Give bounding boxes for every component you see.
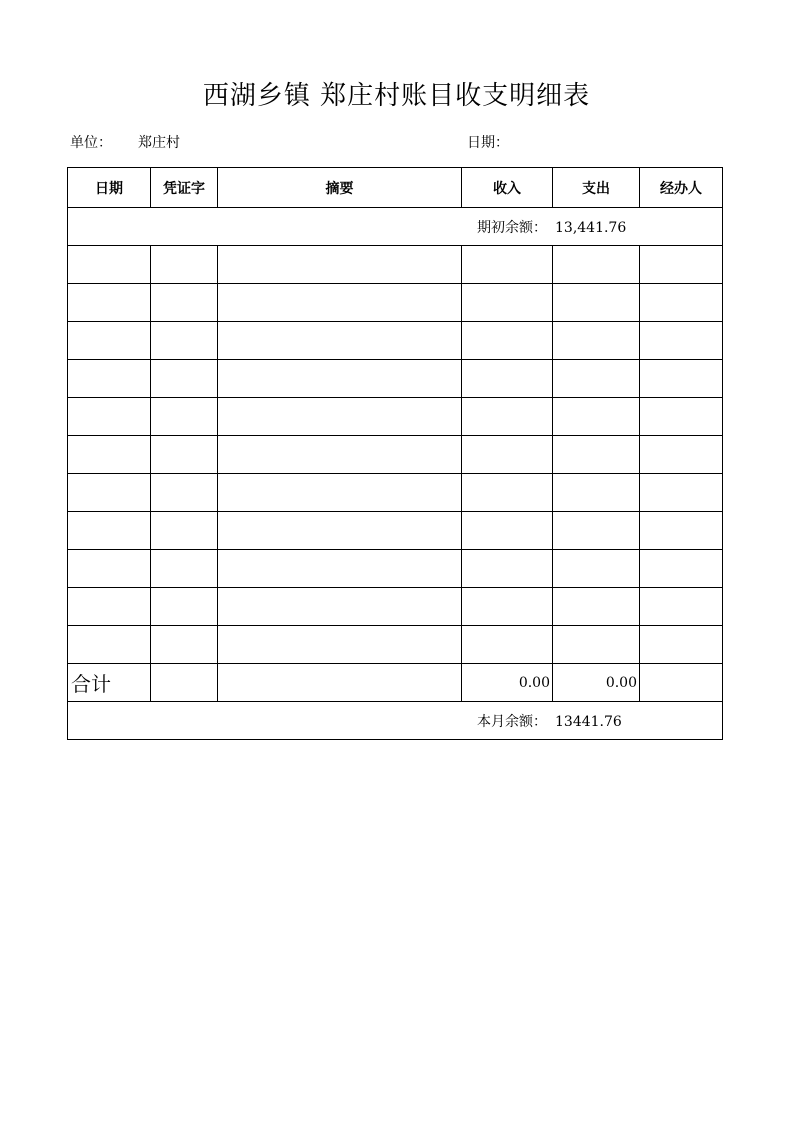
entry-handler-cell[interactable] [640,474,723,512]
entry-voucher-cell[interactable] [151,588,218,626]
entry-voucher-cell[interactable] [151,550,218,588]
unit-value: 郑庄村 [138,135,180,151]
entry-handler-cell[interactable] [640,512,723,550]
entry-summary-cell[interactable] [218,588,462,626]
entry-income-cell[interactable] [462,284,553,322]
entry-summary-cell[interactable] [218,512,462,550]
entry-date-cell[interactable] [68,436,151,474]
entry-expense-cell[interactable] [553,360,640,398]
entry-income-cell[interactable] [462,398,553,436]
table-row [68,360,723,398]
entry-income-cell[interactable] [462,512,553,550]
closing-balance-value: 13441.76 [555,713,622,730]
opening-balance-label: 期初余额： [477,219,547,236]
table-row [68,322,723,360]
entry-voucher-cell[interactable] [151,322,218,360]
entry-expense-cell[interactable] [553,398,640,436]
page-title: 西湖乡镇 郑庄村账目收支明细表 [202,81,591,111]
entry-summary-cell[interactable] [218,398,462,436]
header-date: 日期 [68,168,151,208]
table-row [68,474,723,512]
entry-voucher-cell[interactable] [151,246,218,284]
entry-expense-cell[interactable] [553,550,640,588]
entry-expense-cell[interactable] [553,284,640,322]
header-voucher: 凭证字 [151,168,218,208]
entry-handler-cell[interactable] [640,360,723,398]
entry-date-cell[interactable] [68,284,151,322]
entry-handler-cell[interactable] [640,284,723,322]
header-handler: 经办人 [640,168,723,208]
entry-expense-cell[interactable] [553,246,640,284]
ledger-table [67,167,723,740]
entry-date-cell[interactable] [68,246,151,284]
table-row [68,512,723,550]
entry-rows [68,246,723,664]
total-summary-cell[interactable] [218,664,462,702]
entry-date-cell[interactable] [68,550,151,588]
entry-summary-cell[interactable] [218,360,462,398]
unit-info [70,133,180,153]
table-row [68,284,723,322]
entry-income-cell[interactable] [462,588,553,626]
entry-voucher-cell[interactable] [151,398,218,436]
table-row [68,246,723,284]
total-handler-cell[interactable] [640,664,723,702]
entry-summary-cell[interactable] [218,322,462,360]
table-row [68,398,723,436]
entry-date-cell[interactable] [68,360,151,398]
header-expense: 支出 [553,168,640,208]
entry-summary-cell[interactable] [218,474,462,512]
entry-expense-cell[interactable] [553,626,640,664]
entry-income-cell[interactable] [462,246,553,284]
table-row [68,626,723,664]
opening-balance-row [68,208,723,246]
entry-expense-cell[interactable] [553,512,640,550]
table-row [68,550,723,588]
entry-voucher-cell[interactable] [151,626,218,664]
table-row [68,436,723,474]
entry-handler-cell[interactable] [640,588,723,626]
closing-balance-row [68,702,723,740]
date-label: 日期： [467,135,509,151]
entry-expense-cell[interactable] [553,322,640,360]
opening-balance-cell [68,208,723,246]
date-info [467,133,509,153]
entry-handler-cell[interactable] [640,322,723,360]
header-income: 收入 [462,168,553,208]
entry-summary-cell[interactable] [218,284,462,322]
opening-balance-value: 13,441.76 [555,219,627,236]
entry-expense-cell[interactable] [553,474,640,512]
entry-summary-cell[interactable] [218,246,462,284]
entry-summary-cell[interactable] [218,436,462,474]
entry-expense-cell[interactable] [553,436,640,474]
closing-balance-cell [68,702,723,740]
total-label: 合计 [68,664,151,702]
header-summary: 摘要 [218,168,462,208]
entry-date-cell[interactable] [68,322,151,360]
entry-income-cell[interactable] [462,436,553,474]
entry-income-cell[interactable] [462,322,553,360]
entry-expense-cell[interactable] [553,588,640,626]
entry-income-cell[interactable] [462,360,553,398]
table-row [68,588,723,626]
entry-date-cell[interactable] [68,588,151,626]
entry-voucher-cell[interactable] [151,284,218,322]
entry-date-cell[interactable] [68,474,151,512]
entry-handler-cell[interactable] [640,436,723,474]
entry-handler-cell[interactable] [640,550,723,588]
entry-date-cell[interactable] [68,626,151,664]
entry-summary-cell[interactable] [218,550,462,588]
entry-voucher-cell[interactable] [151,360,218,398]
entry-income-cell[interactable] [462,550,553,588]
entry-voucher-cell[interactable] [151,436,218,474]
entry-date-cell[interactable] [68,512,151,550]
entry-date-cell[interactable] [68,398,151,436]
entry-summary-cell[interactable] [218,626,462,664]
entry-handler-cell[interactable] [640,626,723,664]
entry-handler-cell[interactable] [640,398,723,436]
entry-voucher-cell[interactable] [151,474,218,512]
closing-balance-label: 本月余额： [477,713,547,730]
entry-voucher-cell[interactable] [151,512,218,550]
entry-handler-cell[interactable] [640,246,723,284]
entry-income-cell[interactable] [462,474,553,512]
unit-label: 单位： [70,135,112,151]
total-income: 0.00 [462,664,553,702]
total-voucher-cell[interactable] [151,664,218,702]
header-row [68,168,723,208]
total-row [68,664,723,702]
total-expense: 0.00 [553,664,640,702]
entry-income-cell[interactable] [462,626,553,664]
